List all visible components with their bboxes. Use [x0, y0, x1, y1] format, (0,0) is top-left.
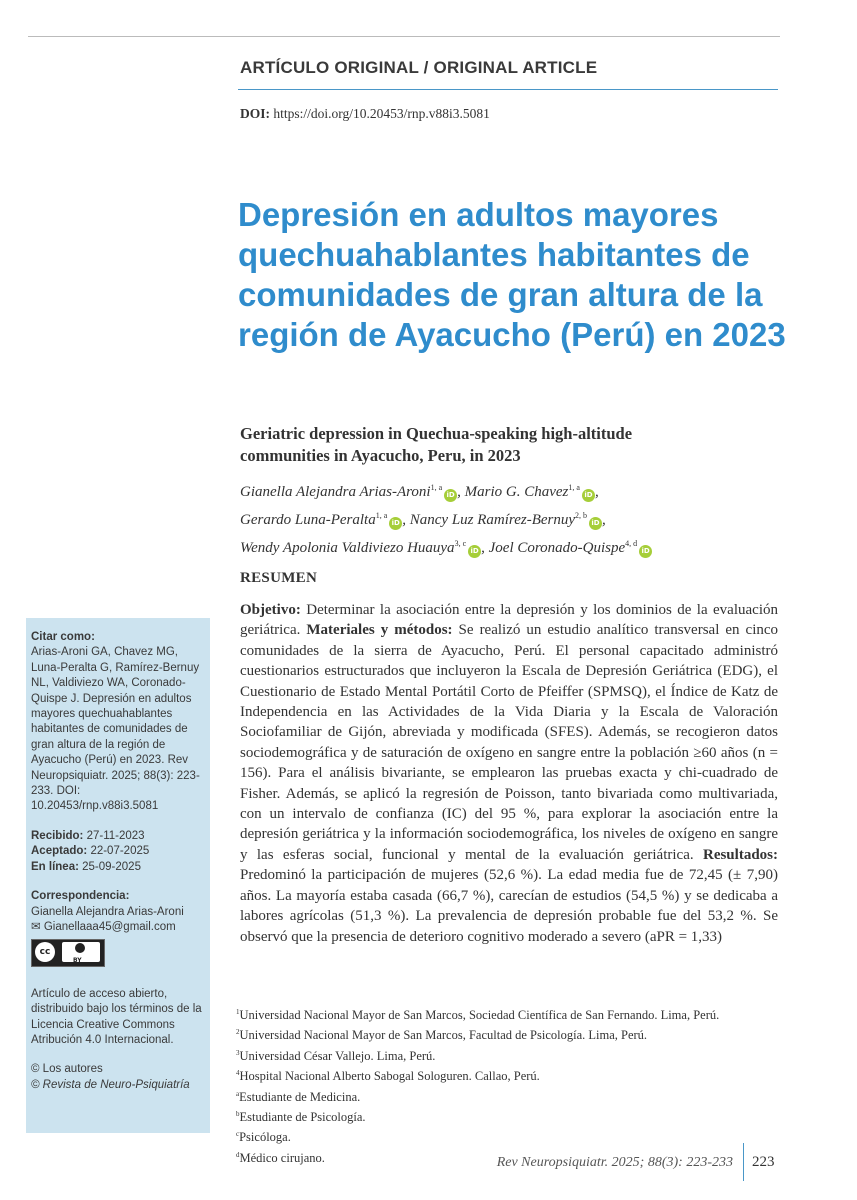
footnote-mark: a	[236, 1089, 240, 1098]
article-title-english: Geriatric depression in Quechua-speaking high-altitude communities in Ayacucho, Peru, in 2023	[240, 424, 633, 465]
received-line	[31, 829, 204, 844]
orcid-icon[interactable]: iD	[389, 517, 402, 530]
doi-link[interactable]: https://doi.org/10.20453/rnp.v88i3.5081	[273, 106, 490, 121]
orcid-icon[interactable]: iD	[444, 489, 457, 502]
cc-icon: cc	[35, 942, 55, 962]
author-line-1: Gianella Alejandra Arias-Aroni$^{1, a}$iD , Mario G. Chavez$^{1, a}$iD ,	[240, 483, 599, 500]
received-label: Recibido:	[31, 829, 84, 842]
online-label: En línea:	[31, 860, 79, 873]
abstract-results-heading: Resultados:	[702, 846, 778, 863]
accepted-date: 22-07-2025	[90, 845, 150, 858]
correspondence-email-line	[31, 920, 204, 935]
orcid-icon[interactable]: iD	[468, 545, 481, 558]
correspondence-label: Correspondencia:	[31, 890, 130, 903]
abstract-results-text: Predominó la participación de mujeres (52,6 %). La edad media fue de 72,45 (± 7,90) años. La mayoría estaba casada (66,7 %), carecían de estudios (54,5 %) y se dedicaba a labores agrícolas (51,3 %). La prevalencia de depresión probable fue del 53,2 %. Se observó que la presencia de deterioro cognitivo moderado a severo (aPR = 1,33)	[240, 867, 778, 945]
author-line-3: Wendy Apolonia Valdiviezo Huauya$^{3, c}$iD , Joel Coronado-Quispe$^{4, d}$iD	[240, 532, 780, 560]
footnote-mark: 2	[236, 1028, 240, 1037]
online-date: 25-09-2025	[82, 860, 141, 873]
author-name: Wendy Apolonia Valdiviezo Huauya	[240, 540, 455, 556]
author-name: Joel Coronado-Quispe	[488, 540, 626, 556]
cite-text: Arias-Aroni GA, Chavez MG, Luna-Peralta G, Ramírez-Bernuy NL, Valdiviezo WA, Coronado-Quispe J. Depresión en adultos mayores quechuahablantes habitantes de comunidades de gran altura de la región de Ayacucho (Perú) en 2023. Rev Neuropsiquiatr. 2025; 88(3): 223-233. DOI: 10.20453/rnp.v88i3.5081	[31, 646, 200, 813]
doi	[240, 106, 490, 122]
copyright-journal	[31, 1078, 204, 1093]
footer-rule	[743, 1143, 744, 1181]
footnote-text: Estudiante de Psicología.	[239, 1110, 366, 1125]
received-date: 27-11-2023	[86, 829, 145, 842]
article-title: Depresión en adultos mayores quechuahablantes habitantes de comunidades de gran altura de la región de Ayacucho (Perú) en 2023	[238, 196, 786, 353]
copyright-authors: © Los autores	[31, 1063, 103, 1076]
top-rule	[28, 36, 780, 37]
footnote-text: Universidad César Vallejo. Lima, Perú.	[239, 1048, 436, 1063]
correspondence-email[interactable]: Gianellaaa45@gmail.com	[43, 920, 176, 933]
license-text: Artículo de acceso abierto, distribuido bajo los términos de la Licencia Creative Commons Atribución 4.0 Internacional.	[31, 987, 202, 1046]
abstract-body	[240, 600, 778, 947]
mail-icon: ✉	[31, 920, 41, 933]
author-name: Nancy Luz Ramírez-Bernuy	[409, 512, 576, 528]
footnote-mark: 3	[236, 1048, 240, 1057]
online-line	[31, 860, 204, 875]
author-affiliation: 3, c	[454, 539, 467, 548]
abstract-methods-text: Se realizó un estudio analítico transversal en cinco comunidades de la sierra de Ayacucho, Perú. El personal capacitado administró cuestionarios estructurados que incluyeron la Escala de Depresión Geriátrica (EDG), el Cuestionario de Estado Mental Portátil Corto de Pfeiffer (SPMSQ), el Índice de Katz de Independencia en las Actividades de la Vida Diaria y la Escala de Valoración Sociofamiliar de Gijón, abreviada y modificada (SFES). Además, se recogieron datos sociodemográfica y de saturación de oxígeno en sangre entre la población ≥60 años (n = 156). Para el análisis bivariante, se emplearon las pruebas exacta y chi-cuadrado de Fisher. Además, se aplicó la regresión de Poisson, tanto bivariada como multivariada, con un intervalo de confianza (IC) del 95 %, para explorar la asociación entre la depresión geriátrica y la información sociodemográfica, los niveles de oxígeno en sangre y las esferas social, funcional y mental de la evaluación geriátrica.	[240, 622, 779, 863]
orcid-icon[interactable]: iD	[582, 489, 595, 502]
footnote-text: Universidad Nacional Mayor de San Marcos, Facultad de Psicología. Lima, Perú.	[239, 1028, 648, 1043]
footnote-mark: d	[236, 1150, 240, 1159]
footnote-text: Médico cirujano.	[239, 1150, 325, 1165]
footnote-text: Psicóloga.	[239, 1130, 291, 1145]
cite-label: Citar como:	[31, 631, 95, 643]
footnote	[236, 1086, 781, 1106]
section-label: ARTÍCULO ORIGINAL / ORIGINAL ARTICLE	[240, 58, 598, 77]
orcid-icon[interactable]: iD	[639, 545, 652, 558]
author-list	[240, 476, 780, 560]
footnote	[236, 1045, 781, 1065]
footnote	[236, 1024, 781, 1044]
person-icon	[75, 943, 85, 953]
author-affiliation: 2, b	[575, 511, 588, 520]
author-affiliation: 4, d	[625, 539, 638, 548]
section-rule	[238, 89, 778, 90]
author-name: Gerardo Luna-Peralta	[240, 512, 376, 528]
author-name: Mario G. Chavez	[464, 484, 569, 500]
abstract-objective-text: Determinar la asociación entre la depresión y los dominios de la evaluación geriátrica.	[240, 602, 778, 639]
author-affiliation: 1, a	[375, 511, 388, 520]
by-icon	[62, 942, 100, 965]
accepted-label: Aceptado:	[31, 845, 88, 858]
orcid-icon[interactable]: iD	[589, 517, 602, 530]
journal-citation: Rev Neuropsiquiatr. 2025; 88(3): 223-233	[496, 1155, 733, 1170]
footnote-mark: 4	[236, 1069, 240, 1078]
footnote-mark: b	[236, 1110, 240, 1119]
footnote	[236, 1065, 781, 1085]
abstract-methods-heading: Materiales y métodos:	[306, 622, 453, 639]
correspondence-name: Gianella Alejandra Arias-Aroni	[31, 905, 184, 918]
footnote	[236, 1004, 781, 1024]
info-sidebar	[26, 618, 210, 1133]
footnote	[236, 1126, 781, 1146]
footnote-mark: 1	[236, 1008, 240, 1016]
author-line-2: Gerardo Luna-Peralta$^{1, a}$iD , Nancy Luz Ramírez-Bernuy$^{2, b}$iD ,	[240, 511, 606, 528]
footnote-mark: c	[236, 1130, 240, 1139]
footnote-text: Estudiante de Medicina.	[239, 1089, 361, 1104]
accepted-line	[31, 844, 204, 859]
author-affiliation: 1, a	[430, 483, 443, 492]
page-number: 223	[752, 1154, 775, 1170]
author-name: Gianella Alejandra Arias-Aroni	[240, 484, 431, 500]
abstract-objective-heading: Objetivo:	[240, 602, 301, 618]
footnote	[236, 1106, 781, 1126]
affiliation-footnotes	[236, 1004, 781, 1167]
footnote-text: Hospital Nacional Alberto Sabogal Sologuren. Callao, Perú.	[239, 1069, 540, 1084]
by-label: BY	[73, 957, 82, 965]
abstract-heading: RESUMEN	[240, 570, 318, 586]
doi-label: DOI:	[240, 106, 270, 121]
copyright-journal-text: © Revista de Neuro-Psiquiatría	[31, 1078, 190, 1091]
author-affiliation: 1, a	[568, 483, 580, 492]
cc-by-license-icon[interactable]	[31, 939, 105, 967]
footnote-text: Universidad Nacional Mayor de San Marcos, Sociedad Científica de San Fernando. Lima, Perú.	[239, 1008, 720, 1022]
